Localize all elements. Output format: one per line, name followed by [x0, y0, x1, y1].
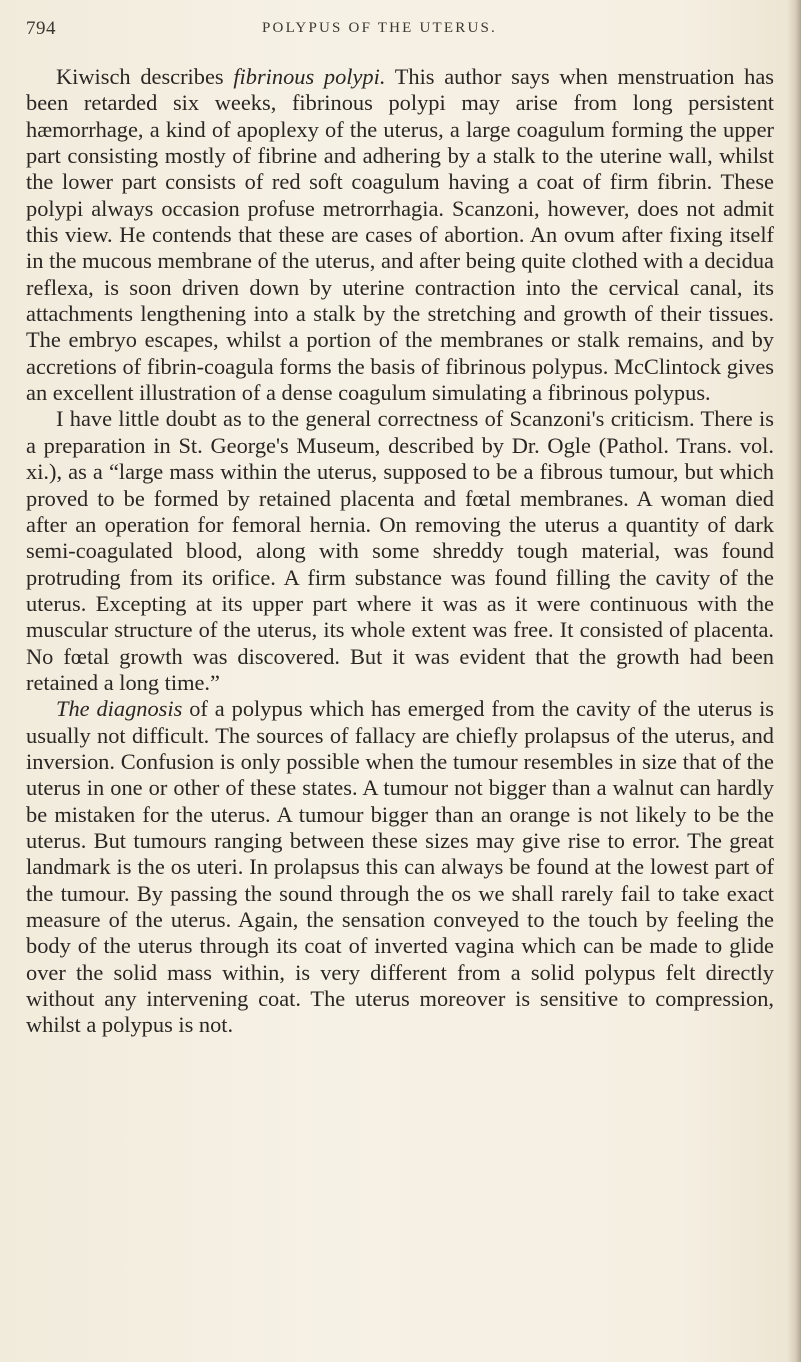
italic-term-diagnosis: The diagnosis	[56, 696, 183, 722]
page-number: 794	[26, 18, 56, 39]
paragraph-diagnosis	[26, 696, 774, 1038]
page-edge-shadow	[787, 0, 801, 1362]
running-title: POLYPUS OF THE UTERUS.	[262, 20, 497, 36]
page-header	[26, 18, 766, 44]
text-segment: I have little doubt as to the general correctness of Scanzoni's criticism. There is a preparation in St. George's Museum, described by Dr. Ogle (Pathol. Trans. vol. xi.), as a “large mass within the uterus, supposed to be a fibrous tumour, but which proved to be formed by retained placenta and fœtal membranes. A woman died after an operation for femoral hernia. On removing the uterus a quantity of dark semi-coagulated blood, along with some shreddy tough material, was found protruding from its orifice. A firm substance was found filling the cavity of the uterus. Excepting at its upper part where it was as it were continuous with the muscular structure of the uterus, its whole extent was free. It consisted of placenta. No fœtal growth was discovered. But it was evident that the growth had been retained a long time.”	[26, 406, 774, 695]
text-segment: This author says when menstruation has been retarded six weeks, fibrinous polypi may arise from long persistent hæmorrhage, a kind of apoplexy of the uterus, a large coagulum forming the upper part consisting mostly of fibrine and adhering by a stalk to the uterine wall, whilst the lower part consists of red soft coagulum having a coat of firm fibrin. These polypi always occasion profuse metrorrhagia. Scanzoni, however, does not admit this view. He contends that these are cases of abortion. An ovum after fixing itself in the mucous membrane of the uterus, and after being quite clothed with a decidua reflexa, is soon driven down by uterine contraction into the cervical canal, its attachments lengthening into a stalk by the stretching and growth of their tissues. The embryo escapes, whilst a portion of the membranes or stalk remains, and by accretions of fibrin-coagula forms the basis of fibrinous polypus. McClintock gives an excellent illustration of a dense coagulum simulating a fibrinous polypus.	[26, 64, 774, 406]
body-text	[26, 64, 774, 1039]
paragraph-criticism	[26, 406, 774, 696]
text-segment: Kiwisch describes	[56, 64, 234, 89]
text-segment: of a polypus which has emerged from the cavity of the uterus is usually not difficult. The sources of fallacy are chiefly prolapsus of the uterus, and inversion. Confusion is only possible when the tumour resembles in size that of the uterus in one or other of these states. A tumour not bigger than a walnut can hardly be mistaken for the uterus. A tumour bigger than an orange is not likely to be the uterus. But tumours ranging between these sizes may give rise to error. The great landmark is the os uteri. In prolapsus this can always be found at the lowest part of the tumour. By passing the sound through the os we shall rarely fail to take exact measure of the uterus. Again, the sensation conveyed to the touch by feeling the body of the uterus through its coat of inverted vagina which can be made to glide over the solid mass within, is very different from a solid polypus felt directly without any intervening coat. The uterus moreover is sensitive to compression, whilst a polypus is not.	[26, 696, 775, 1038]
paragraph-kiwisch	[26, 64, 774, 406]
italic-term-fibrinous-polypi: fibrinous polypi.	[233, 64, 386, 89]
